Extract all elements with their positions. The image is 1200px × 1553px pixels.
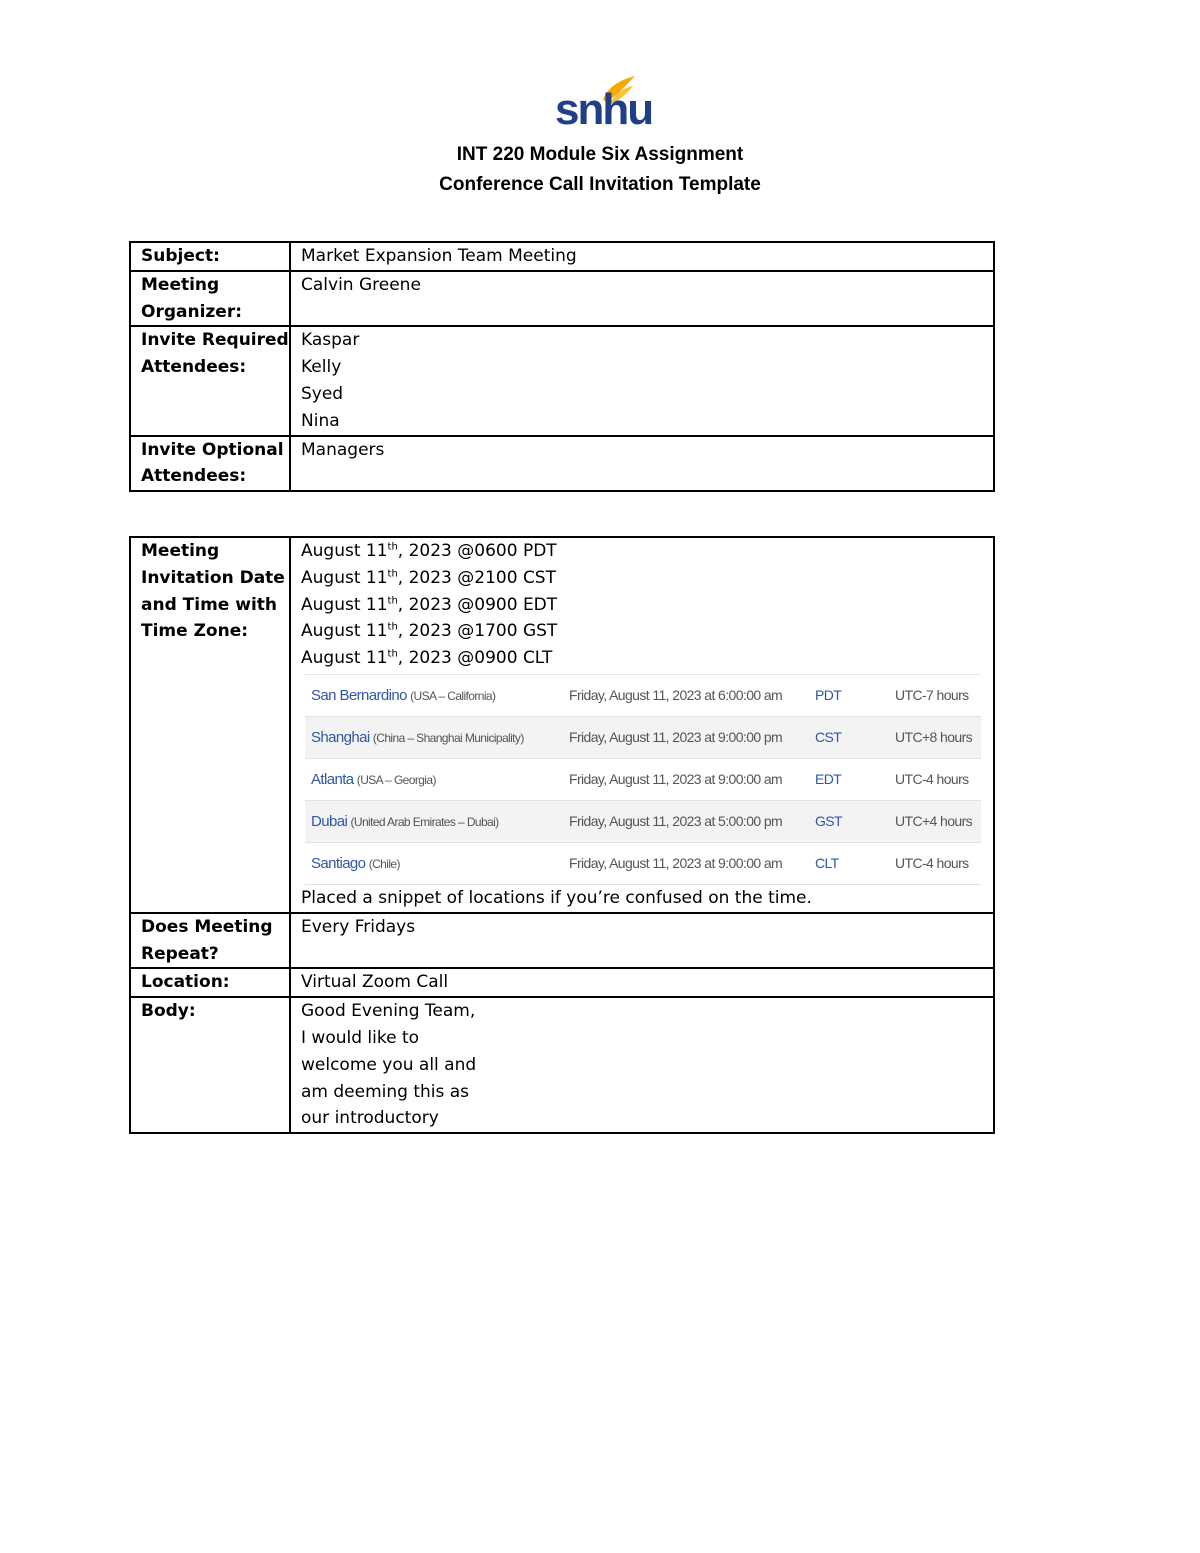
body-line: am deeming this as [301, 1081, 470, 1102]
city-region: (USA – California) [410, 688, 496, 703]
repeat-value: Every Fridays [290, 913, 994, 969]
utc-offset: UTC+8 hours [895, 729, 973, 746]
subject-value: Market Expansion Team Meeting [290, 242, 994, 271]
organizer-row [130, 271, 994, 327]
optional-attendees-label [130, 436, 290, 492]
snippet-note: Placed a snippet of locations if you’re confused on the time. [301, 887, 812, 908]
required-label-line: Attendees: [141, 357, 247, 378]
datetime-line: August 11th, 2023 @2100 CST [301, 567, 556, 588]
datetime-label-line: Invitation Date [141, 567, 285, 588]
local-datetime: Friday, August 11, 2023 at 5:00:00 pm [569, 813, 783, 830]
timezone-row [305, 801, 981, 843]
timezone-row [305, 843, 981, 885]
body-line: Good Evening Team, [301, 1001, 476, 1022]
datetime-label-line: Time Zone: [141, 621, 249, 642]
utc-offset: UTC-7 hours [895, 687, 969, 704]
location-row [130, 968, 994, 997]
city-name: Atlanta [311, 770, 354, 788]
timezone-abbr: CLT [815, 855, 839, 872]
body-line: welcome you all and [301, 1054, 477, 1075]
organizer-label-line: Organizer: [141, 301, 243, 322]
utc-offset: UTC+4 hours [895, 813, 973, 830]
repeat-row [130, 913, 994, 969]
location-value: Virtual Zoom Call [290, 968, 994, 997]
attendee: Kelly [301, 357, 342, 378]
timezone-abbr: GST [815, 813, 842, 830]
city-region: (United Arab Emirates – Dubai) [350, 814, 499, 829]
body-line: our introductory [301, 1108, 439, 1129]
body-line: I would like to [301, 1027, 420, 1048]
required-attendees-row [130, 326, 994, 435]
local-datetime: Friday, August 11, 2023 at 9:00:00 pm [569, 729, 783, 746]
datetime-label [130, 537, 290, 913]
timezone-row [305, 675, 981, 717]
page-title: INT 220 Module Six Assignment [456, 144, 744, 165]
timezone-row [305, 717, 981, 759]
city-region: (USA – Georgia) [356, 772, 436, 787]
utc-offset: UTC-4 hours [895, 771, 969, 788]
body-label: Body: [130, 997, 290, 1133]
required-label-line: Invite Required [141, 330, 289, 351]
body-value [290, 997, 994, 1133]
organizer-label-line: Meeting [141, 274, 220, 295]
subject-label: Subject: [130, 242, 290, 271]
organizer-label [130, 271, 290, 327]
optional-label-line: Invite Optional [141, 439, 284, 460]
logo-text: snhu [555, 85, 653, 134]
body-row [130, 997, 994, 1133]
optional-label-line: Attendees: [141, 466, 247, 487]
city-name: Dubai [311, 812, 348, 830]
city-name: San Bernardino [311, 686, 407, 704]
snhu-logo [555, 74, 653, 134]
local-datetime: Friday, August 11, 2023 at 9:00:00 am [569, 855, 783, 872]
repeat-label [130, 913, 290, 969]
timezone-abbr: CST [815, 729, 842, 746]
datetime-row [130, 537, 994, 913]
local-datetime: Friday, August 11, 2023 at 9:00:00 am [569, 771, 783, 788]
local-datetime: Friday, August 11, 2023 at 6:00:00 am [569, 687, 783, 704]
location-label: Location: [130, 968, 290, 997]
timezone-abbr: PDT [815, 687, 842, 704]
schedule-table [129, 536, 995, 1134]
datetime-line: August 11th, 2023 @0900 EDT [301, 594, 558, 615]
datetime-line: August 11th, 2023 @0900 CLT [301, 648, 553, 669]
utc-offset: UTC-4 hours [895, 855, 969, 872]
city-name: Shanghai [311, 728, 370, 746]
datetime-label-line: Meeting [141, 541, 220, 561]
page-subtitle: Conference Call Invitation Template [439, 174, 761, 195]
city-name: Santiago [311, 854, 366, 872]
attendee: Syed [301, 383, 344, 404]
attendee: Nina [301, 410, 340, 431]
repeat-label-line: Does Meeting [141, 916, 273, 937]
optional-attendees-value: Managers [290, 436, 994, 492]
repeat-label-line: Repeat? [141, 943, 219, 964]
city-region: (China – Shanghai Municipality) [372, 730, 524, 745]
timezone-snippet [305, 674, 981, 885]
timezone-row [305, 759, 981, 801]
required-attendees-label [130, 326, 290, 435]
invitation-table [129, 241, 995, 492]
optional-attendees-row [130, 436, 994, 492]
attendee: Kaspar [301, 330, 360, 351]
subject-row [130, 242, 994, 271]
datetime-line: August 11th, 2023 @1700 GST [301, 621, 558, 642]
datetime-value [290, 537, 994, 913]
timezone-abbr: EDT [815, 771, 842, 788]
city-region: (Chile) [368, 856, 400, 871]
datetime-line: August 11th, 2023 @0600 PDT [301, 541, 557, 561]
datetime-label-line: and Time with [141, 594, 278, 615]
required-attendees-list [290, 326, 994, 435]
organizer-value: Calvin Greene [290, 271, 994, 327]
